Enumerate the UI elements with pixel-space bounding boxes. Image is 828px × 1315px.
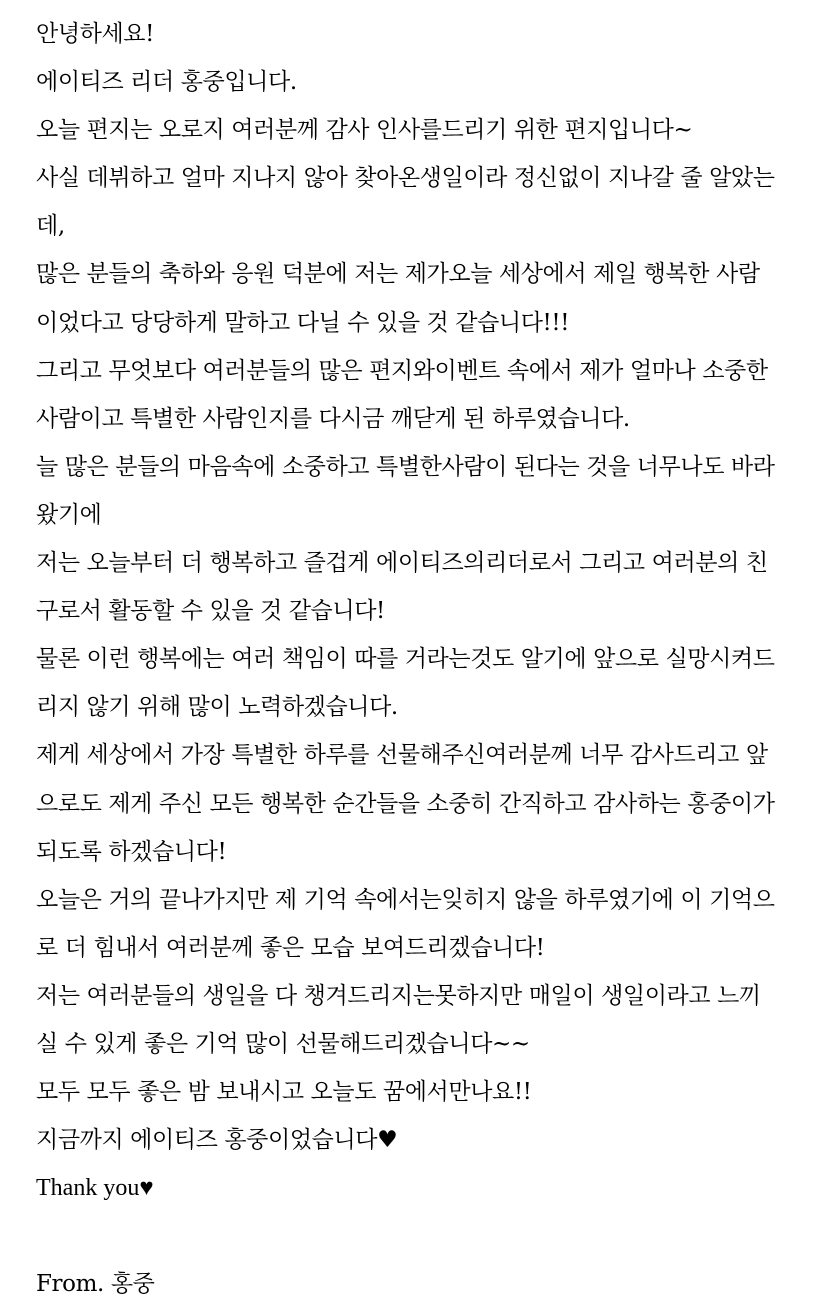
letter-line: 구로서 활동할 수 있을 것 같습니다! bbox=[36, 598, 385, 625]
letter-line: 오늘은 거의 끝나가지만 제 기억 속에서는잊히지 않을 하루였기에 이 기억으 bbox=[36, 886, 775, 913]
letter-body bbox=[36, 10, 796, 1309]
signature-line: From. 홍중 bbox=[36, 1271, 155, 1298]
letter-line: 늘 많은 분들의 마음속에 소중하고 특별한사람이 된다는 것을 너무나도 바라 bbox=[36, 453, 775, 480]
letter-line: 에이티즈 리더 홍중입니다. bbox=[36, 69, 297, 96]
letter-line: 왔기에 bbox=[36, 501, 102, 528]
letter-line: 사람이고 특별한 사람인지를 다시금 깨닫게 된 하루였습니다. bbox=[36, 405, 630, 432]
letter-line: 제게 세상에서 가장 특별한 하루를 선물해주신여러분께 너무 감사드리고 앞 bbox=[36, 742, 768, 769]
letter-line: 실 수 있게 좋은 기억 많이 선물해드리겠습니다~~ bbox=[36, 1030, 530, 1057]
letter-line: 물론 이런 행복에는 여러 책임이 따를 거라는것도 알기에 앞으로 실망시켜드 bbox=[36, 646, 775, 673]
letter-line: 모두 모두 좋은 밤 보내시고 오늘도 꿈에서만나요!! bbox=[36, 1079, 532, 1106]
letter-line: 안녕하세요! bbox=[36, 21, 154, 47]
closing-line: Thank you♥ bbox=[36, 1175, 154, 1202]
letter-line: 데, bbox=[36, 213, 65, 240]
letter-line: 많은 분들의 축하와 응원 덕분에 저는 제가오늘 세상에서 제일 행복한 사람 bbox=[36, 261, 760, 288]
letter-line: 오늘 편지는 오로지 여러분께 감사 인사를드리기 위한 편지입니다~ bbox=[36, 117, 693, 144]
letter-line: 으로도 제게 주신 모든 행복한 순간들을 소중히 간직하고 감사하는 홍중이가 bbox=[36, 790, 775, 817]
letter-line: 리지 않기 위해 많이 노력하겠습니다. bbox=[36, 694, 398, 721]
letter-line: 로 더 힘내서 여러분께 좋은 모습 보여드리겠습니다! bbox=[36, 934, 545, 961]
letter-line: 사실 데뷔하고 얼마 지나지 않아 찾아온생일이라 정신없이 지나갈 줄 알았는 bbox=[36, 165, 775, 192]
letter-line: 이었다고 당당하게 말하고 다닐 수 있을 것 같습니다!!! bbox=[36, 309, 570, 336]
letter-line: 지금까지 에이티즈 홍중이었습니다♥ bbox=[36, 1127, 398, 1154]
letter-line: 저는 오늘부터 더 행복하고 즐겁게 에이티즈의리더로서 그리고 여러분의 친 bbox=[36, 550, 768, 577]
letter-line: 저는 여러분들의 생일을 다 챙겨드리지는못하지만 매일이 생일이라고 느끼 bbox=[36, 982, 761, 1009]
letter-line: 되도록 하겠습니다! bbox=[36, 838, 227, 865]
blank-line bbox=[36, 1212, 796, 1260]
letter-line: 그리고 무엇보다 여러분들의 많은 편지와이벤트 속에서 제가 얼마나 소중한 bbox=[36, 357, 768, 384]
